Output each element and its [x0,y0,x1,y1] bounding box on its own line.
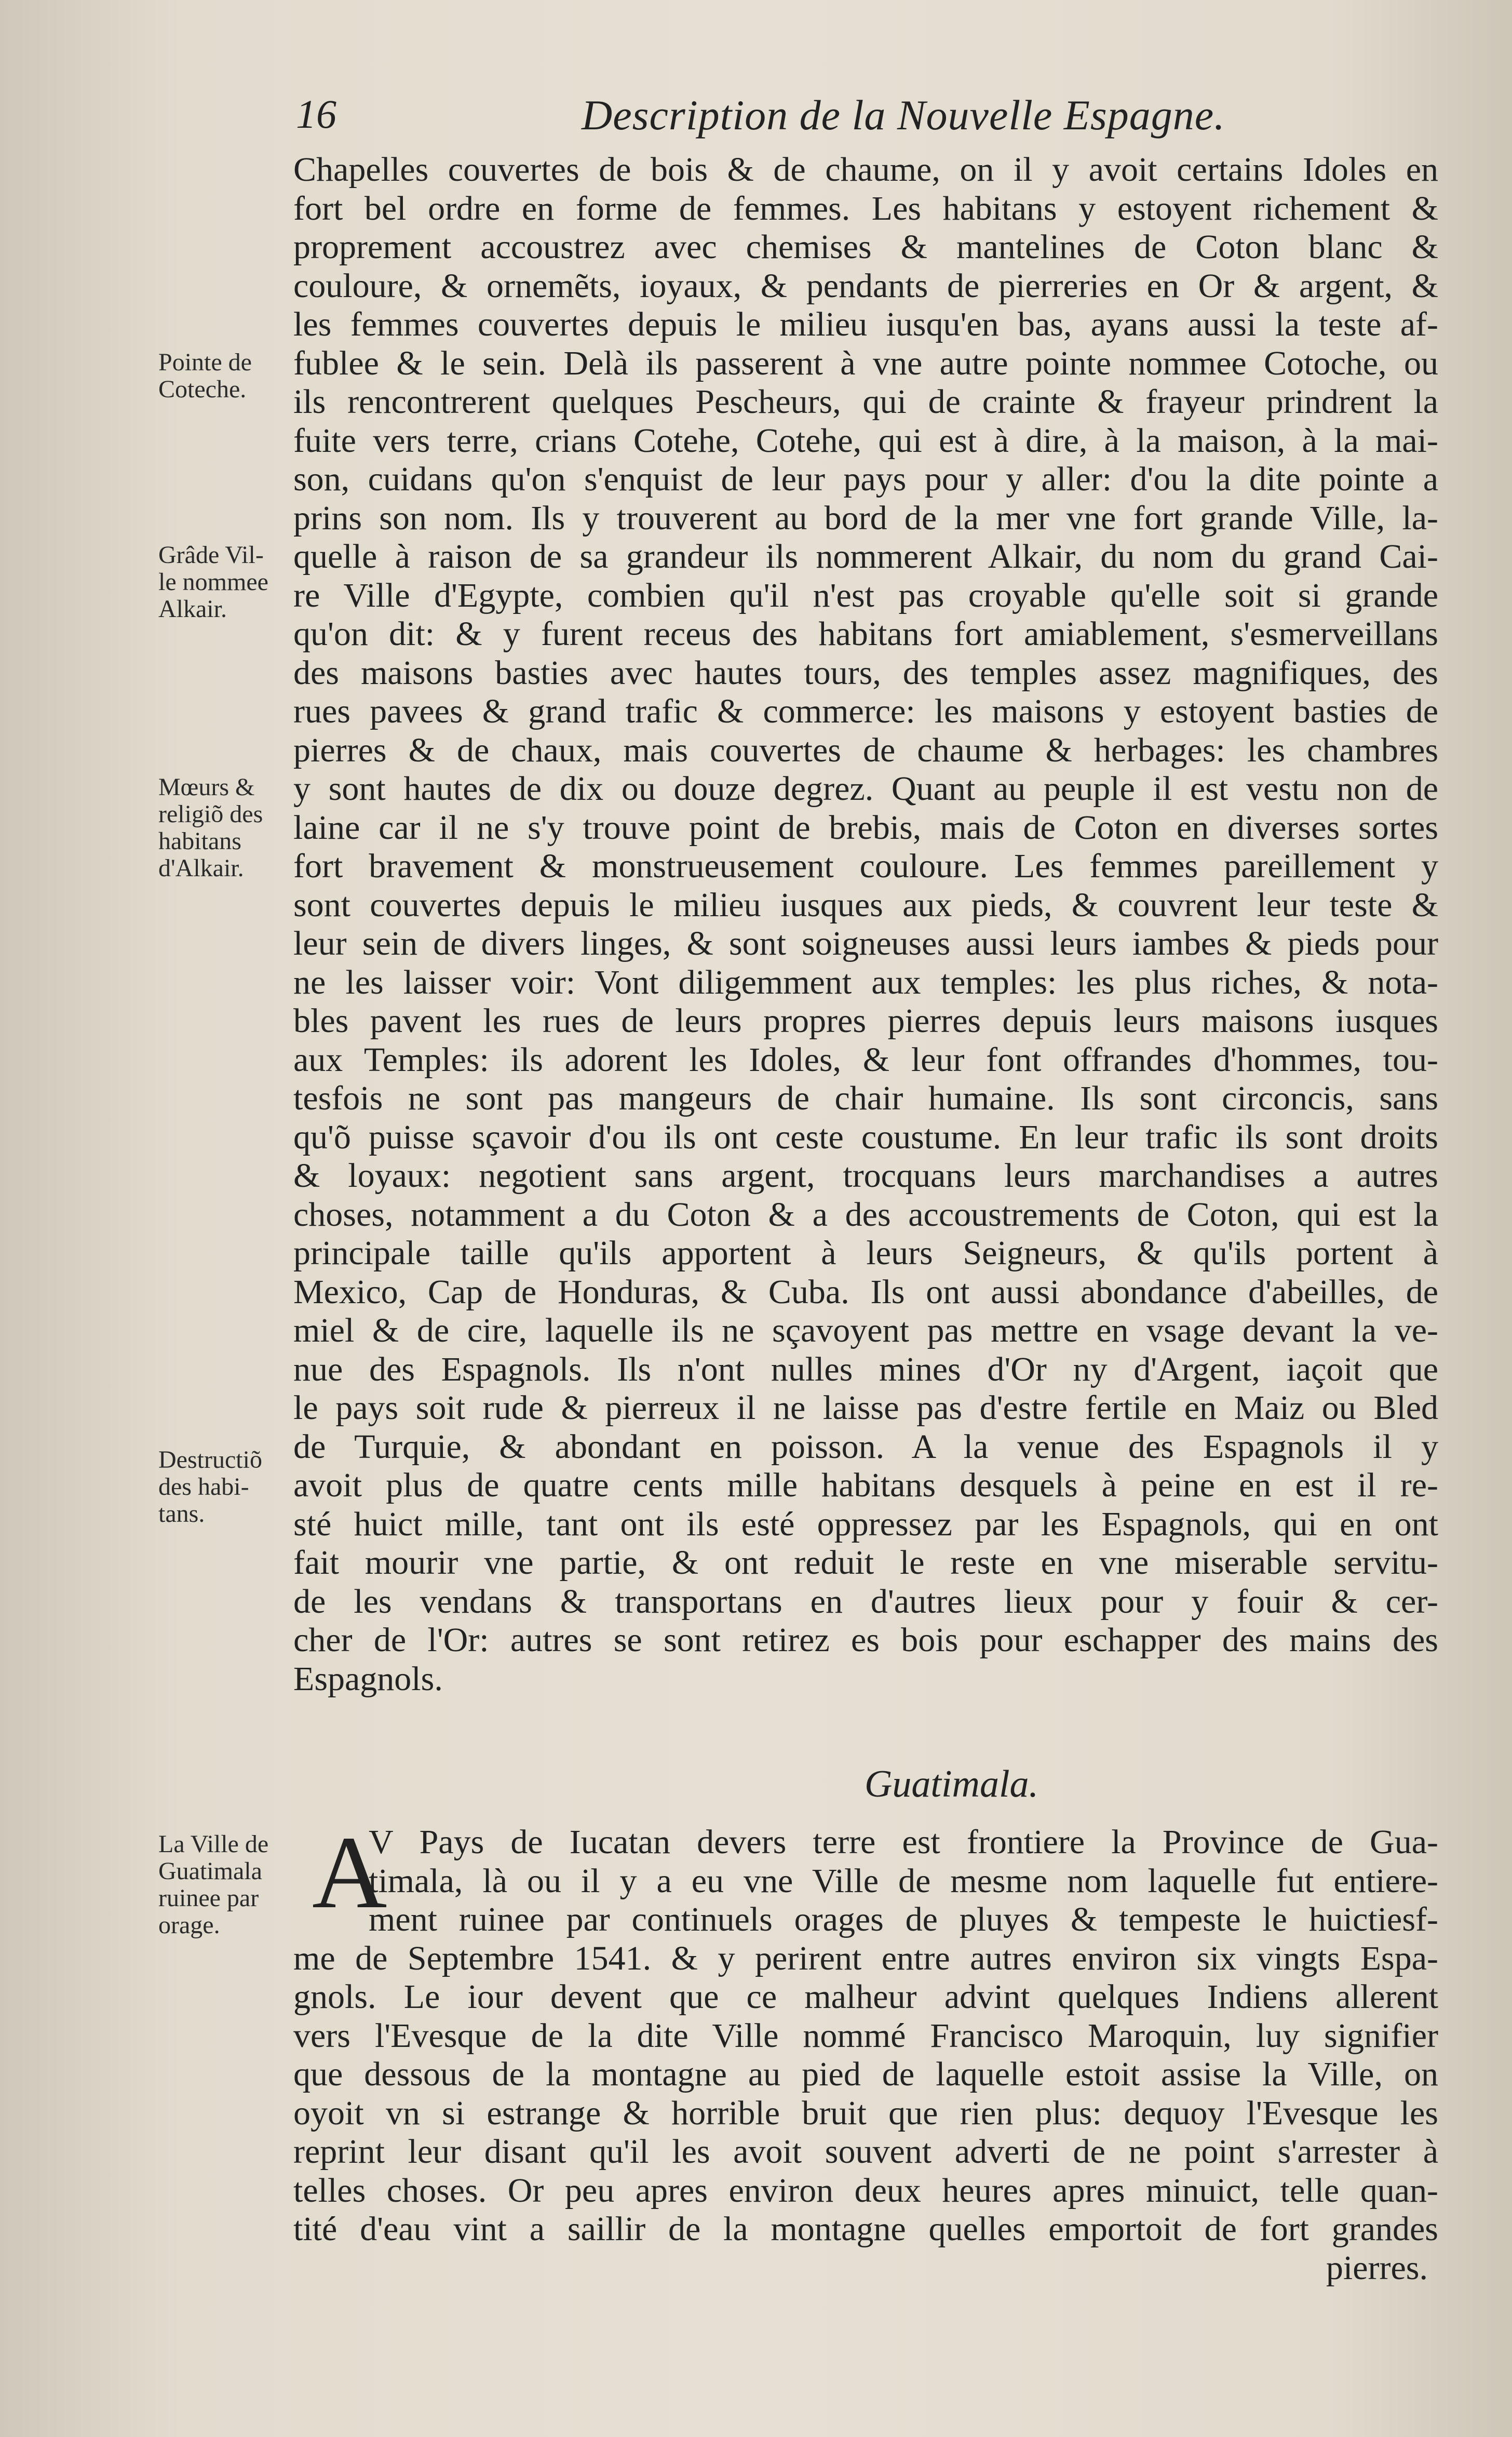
catchword: pierres. [1326,2248,1428,2287]
section-heading-guatimala: Guatimala. [864,1763,1039,1805]
text-line: & loyaux: negotient sans argent, trocquans leurs marchandises a autres [293,1157,1438,1195]
text-line: miel & de cire, laquelle ils ne sçavoyent pas mettre en vsage devant la ve- [293,1311,1438,1349]
margin-note-moeurs: Mœurs & religiõ des habitans d'Alkair. [158,773,263,882]
text-line: fait mourir vne partie, & ont reduit le reste en vne miserable servitu- [293,1544,1438,1582]
text-line: prins son nom. Ils y trouverent au bord de la mer vne fort grande Ville, la- [293,499,1438,537]
text-line: fuite vers terre, crians Cotehe, Cotehe, qui est à dire, à la maison, à la mai- [293,421,1438,460]
text-line: le pays soit rude & pierreux il ne laisse pas d'estre fertile en Maiz ou Bled [293,1389,1438,1427]
running-title: Description de la Nouvelle Espagne. [582,91,1225,139]
text-line: que dessous de la montagne au pied de laquelle estoit assise la Ville, on [293,2055,1438,2093]
text-line: rues pavees & grand trafic & commerce: les maisons y estoyent basties de [293,692,1438,730]
text-line: tité d'eau vint a saillir de la montagne quelles emportoit de fort grandes [293,2210,1438,2248]
text-line: Espagnols. [293,1659,443,1698]
text-line: cher de l'Or: autres se sont retirez es bois pour eschapper des mains des [293,1621,1438,1659]
text-line: laine car il ne s'y trouve point de brebis, mais de Coton en diverses sortes [293,808,1438,847]
text-line: fublee & le sein. Delà ils passerent à vne autre pointe nommee Cotoche, ou [293,344,1438,382]
text-line: y sont hautes de dix ou douze degrez. Quant au peuple il est vestu non de [293,770,1438,808]
text-line: ne les laisser voir: Vont diligemment aux temples: les plus riches, & nota- [293,963,1438,1001]
text-line: couloure, & ornemẽts, ioyaux, & pendants de pierreries en Or & argent, & [293,266,1438,305]
text-line: re Ville d'Egypte, combien qu'il n'est pas croyable qu'elle soit si grande [293,576,1438,614]
text-line: ment ruinee par continuels orages de pluyes & tempeste le huictiesf- [369,1900,1438,1938]
text-line: leur sein de divers linges, & sont soigneuses aussi leurs iambes & pieds pour [293,925,1438,962]
text-line: avoit plus de quatre cents mille habitans desquels à peine en est il re- [293,1466,1438,1504]
margin-note-alkair: Grâde Vil- le nommee Alkair. [158,541,268,623]
text-line: aux Temples: ils adorent les Idoles, & leur font offrandes d'hommes, tou- [293,1040,1438,1079]
paragraph-alkair [293,151,1438,1698]
text-line: bles pavent les rues de leurs propres pierres depuis leurs maisons iusques [293,1002,1438,1040]
text-line: principale taille qu'ils apportent à leurs Seigneurs, & qu'ils portent à [293,1234,1438,1272]
text-line: son, cuidans qu'on s'enquist de leur pays pour y aller: d'ou la dite pointe a [293,460,1438,498]
text-line: gnols. Le iour devent que ce malheur advint quelques Indiens allerent [293,1978,1438,2016]
drop-capital: A [312,1815,387,1930]
text-line: qu'õ puisse sçavoir d'ou ils ont ceste coustume. En leur trafic ils sont droits [293,1118,1438,1156]
page-number: 16 [296,91,336,137]
text-body [293,151,1438,2287]
text-line: vers l'Evesque de la dite Ville nommé Francisco Maroquin, luy signifier [293,2016,1438,2055]
text-line: fort bel ordre en forme de femmes. Les habitans y estoyent richement & [293,189,1438,227]
page-header [296,91,1438,148]
text-line: Chapelles couvertes de bois & de chaume, on il y avoit certains Idoles en [293,151,1438,189]
text-line: proprement accoustrez avec chemises & mantelines de Coton blanc & [293,228,1438,266]
text-line: Mexico, Cap de Honduras, & Cuba. Ils ont aussi abondance d'abeilles, de [293,1273,1438,1311]
text-line: pierres & de chaux, mais couvertes de chaume & herbages: les chambres [293,731,1438,769]
paragraph-guatimala [293,1815,1438,2287]
text-line: qu'on dit: & y furent receus des habitans fort amiablement, s'esmerveillans [293,615,1438,653]
text-line: me de Septembre 1541. & y perirent entre autres environ six vingts Espa- [293,1939,1438,1977]
text-line: choses, notamment a du Coton & a des accoustrements de Coton, qui est la [293,1195,1438,1234]
text-line: fort bravement & monstrueusement couloure. Les femmes pareillement y [293,847,1438,885]
text-line: sté huict mille, tant ont ils esté oppressez par les Espagnols, qui en ont [293,1505,1438,1543]
text-line: oyoit vn si estrange & horrible bruit que rien plus: dequoy l'Evesque les [293,2094,1438,2132]
margin-note-guatimala: La Ville de Guatimala ruinee par orage. [158,1830,269,1939]
text-line: de Turquie, & abondant en poisson. A la venue des Espagnols il y [293,1427,1438,1466]
text-line: nue des Espagnols. Ils n'ont nulles mines d'Or ny d'Argent, iaçoit que [293,1350,1438,1388]
text-line: les femmes couvertes depuis le milieu iusqu'en bas, ayans aussi la teste af- [293,305,1438,343]
text-line: timala, là ou il y a eu vne Ville de mesme nom laquelle fut entiere- [369,1862,1438,1900]
text-line: V Pays de Iucatan devers terre est frontiere la Province de Gua- [369,1823,1438,1861]
margin-note-pointe-coteche: Pointe de Coteche. [158,349,252,403]
text-line: de les vendans & transportans en d'autres lieux pour y fouir & cer- [293,1582,1438,1621]
text-line: reprint leur disant qu'il les avoit souvent adverti de ne point s'arrester à [293,2133,1438,2171]
text-line: sont couvertes depuis le milieu iusques aux pieds, & couvrent leur teste & [293,886,1438,924]
text-line: quelle à raison de sa grandeur ils nommerent Alkair, du nom du grand Cai- [293,538,1438,575]
text-line: des maisons basties avec hautes tours, des temples assez magnifiques, des [293,653,1438,692]
text-line: tesfois ne sont pas mangeurs de chair humaine. Ils sont circoncis, sans [293,1079,1438,1117]
text-line: telles choses. Or peu apres environ deux heures apres minuict, telle quan- [293,2171,1438,2210]
text-line: ils rencontrerent quelques Pescheurs, qui de crainte & frayeur prindrent la [293,383,1438,421]
margin-note-destruction: Destructiõ des habi- tans. [158,1446,262,1528]
